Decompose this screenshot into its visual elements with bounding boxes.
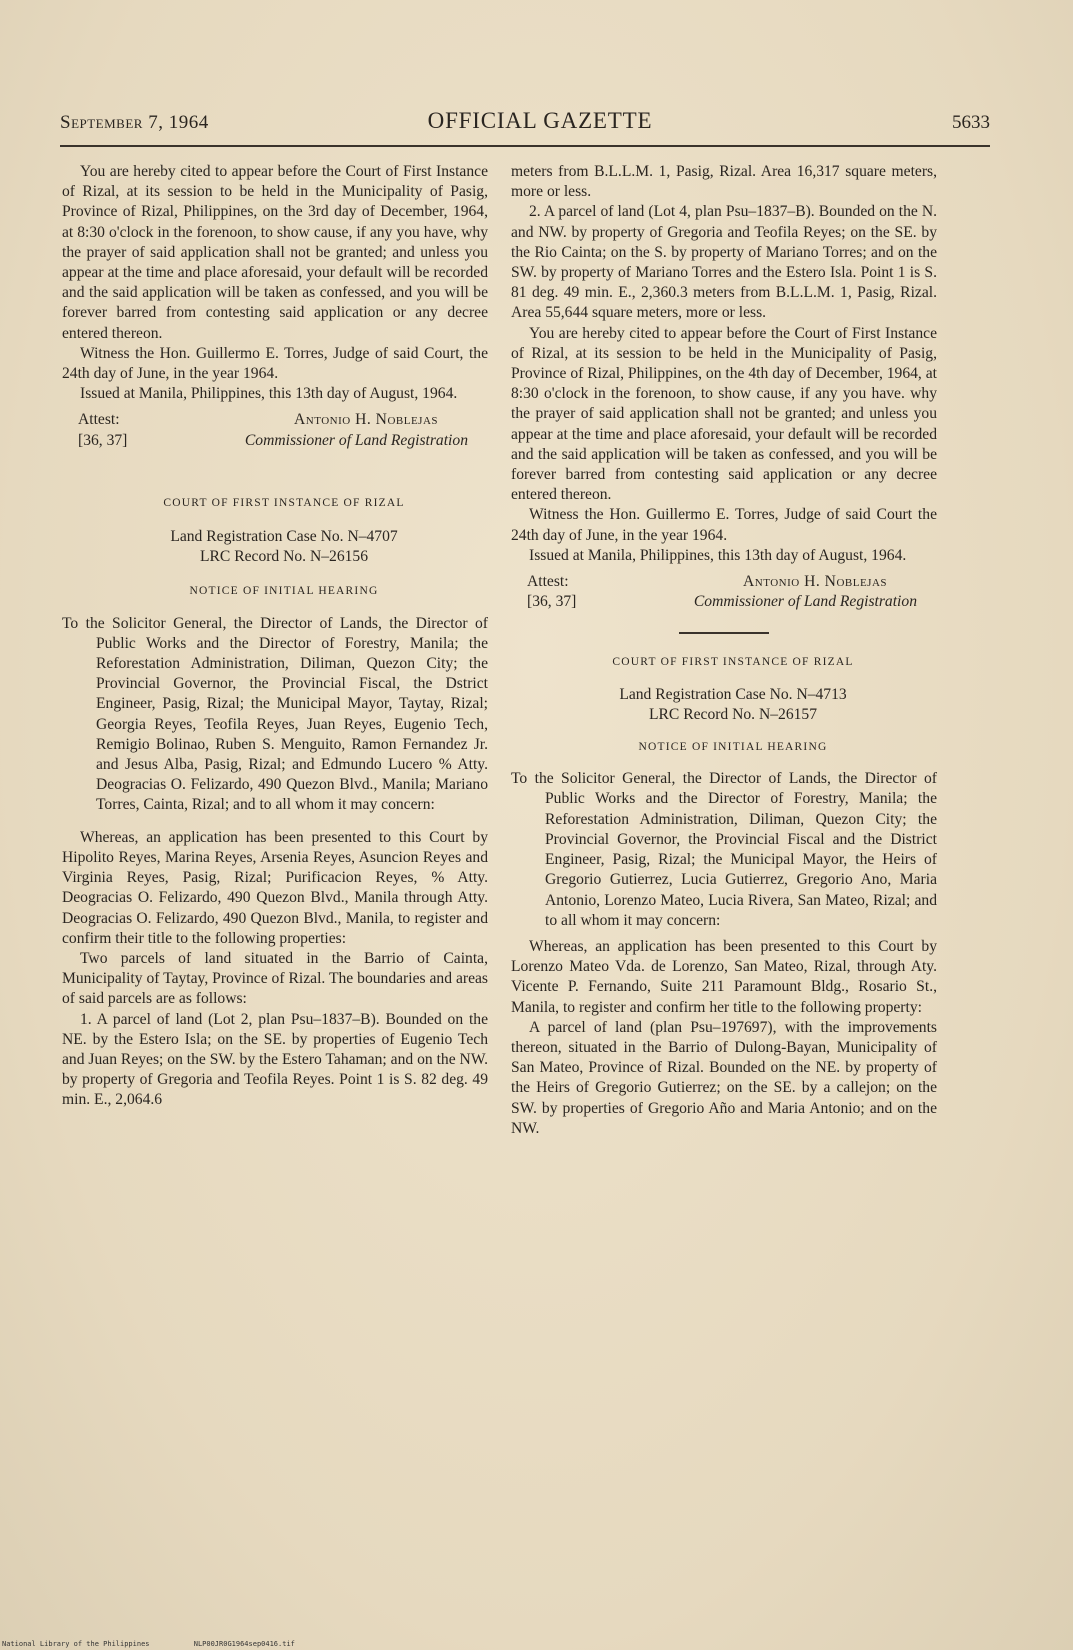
left-attest-name: Antonio H. Noblejas: [294, 411, 438, 429]
page-number: 5633: [952, 112, 990, 133]
right-para-6: Whereas, an application has been presented to this Court by Lorenzo Mateo Vda. de Lorenzo, San Mateo, Rizal, through Aty. Vicente P. Fernando, Suite 211 Paramount Bldg., Rosario St., Manila, to register and confirm her title to the following property:: [511, 937, 937, 1016]
left-column: [62, 162, 488, 1111]
left-court-heading: COURT OF FIRST INSTANCE OF RIZAL: [163, 496, 405, 509]
left-para-5: Two parcels of land situated in the Barrio of Cainta, Municipality of Taytay, Province of Rizal. The boundaries and areas of said parcels are as follows:: [62, 949, 488, 1008]
left-para-6: 1. A parcel of land (Lot 2, plan Psu–1837–B). Bounded on the NE. by the Estero Isla; on the SE. by properties of Eugenio Tech and Juan Reyes; on the SW. by the Estero Tahaman; and on the NW. by property of Gregoria and Teofila Reyes. Point 1 is S. 82 deg. 49 min. E., 2,064.6: [62, 1010, 488, 1109]
page-header: [60, 108, 990, 138]
right-column: [511, 162, 937, 1139]
right-para-4: Witness the Hon. Guillermo E. Torres, Judge of said Court the 24th day of June, in the year 1964.: [511, 506, 937, 544]
right-attest: [511, 572, 937, 592]
footer-file: NLP00JR0G1964sep0416.tif: [193, 1640, 295, 1648]
left-para-2: Witness the Hon. Guillermo E. Torres, Judge of said Court, the 24th day of June, in the year 1964.: [62, 344, 488, 383]
right-attest-row2: [511, 592, 937, 612]
right-para-1: meters from B.L.L.M. 1, Pasig, Rizal. Area 16,317 square meters, more or less.: [511, 163, 937, 201]
right-para-7: A parcel of land (plan Psu–197697), with the improvements thereon, situated in the Barrio of Dulong-Bayan, Municipality of San Mateo, Province of Rizal. Bounded on the NE. by property of the Heirs of Gregorio Gutierrez; on the SE. by a callejon; on the SW. by properties of Gregorio Año and Maria Antonio; and on the NW.: [511, 1018, 937, 1137]
right-addressees: To the Solicitor General, the Director of Lands, the Director of Public Works and the Director of Forestry, Manila; the Reforestation Administration, Diliman, Quezon City; the Provincial Governor, the Provincial Fiscal and the District Engineer, Pasig, Rizal; the Municipal Mayor, the Heirs of Gregorio Gutierrez, Lucia Gutierrez, Gregorio Ano, Maria Antonio, Lorenzo Mateo, Lucia Rivera, San Mateo, Rizal; and to all whom it may concern:: [511, 770, 937, 929]
header-title: OFFICIAL GAZETTE: [427, 108, 653, 133]
left-para-1: You are hereby cited to appear before the Court of First Instance of Rizal, at its session to be held in the Municipality of Pasig, Province of Rizal, Philippines, on the 3rd day of December, 1964, at 8:30 o'clock in the forenoon, to show cause, if any you have, why the prayer of said application shall not be granted; and unless you appear at the time and place aforesaid, your default will be recorded and the said application will be taken as confessed, and you will be forever barred from contesting said application or any decree entered thereon.: [62, 163, 488, 342]
right-notice-heading: NOTICE OF INITIAL HEARING: [638, 741, 828, 754]
left-attest-row2: [62, 431, 488, 451]
right-attest-label: Attest:: [527, 573, 569, 591]
left-case-no: Land Registration Case No. N–4707: [170, 528, 398, 546]
left-attest-ref: [36, 37]: [78, 431, 128, 449]
left-lrc-record: LRC Record No. N–26156: [199, 548, 369, 566]
right-case-no: Land Registration Case No. N–4713: [619, 685, 847, 703]
left-para-4: Whereas, an application has been presented to this Court by Hipolito Reyes, Marina Reyes, Arsenia Reyes, Asuncion Reyes and Virginia Reyes, Pasig, Rizal; Purificacion Reyes, % Atty. Deogracias O. Felizardo, 490 Quezon Blvd., Manila through Atty. Deogracias O. Felizardo, 490 Quezon Blvd., Manila, to register and confirm their title to the following properties:: [62, 828, 488, 947]
right-attest-ref: [36, 37]: [527, 593, 577, 611]
header-rule: [60, 145, 990, 147]
right-para-3: You are hereby cited to appear before the Court of First Instance of Rizal, at its session to be held in the Municipality of Pasig, Province of Rizal, Philippines, on the 4th day of December, 1964, at 8:30 o'clock in the forenoon, to show cause, if any you have. why the prayer of said application shall not be granted; and unless you appear at the time and place aforesaid, your default will be recorded and the said application will be taken as confessed, and you will be forever barred from contesting said application or any decree entered thereon.: [511, 324, 937, 504]
footer-library: National Library of the Philippines: [2, 1640, 150, 1648]
right-lrc-record: LRC Record No. N–26157: [648, 705, 818, 723]
left-attest-title: Commissioner of Land Registration: [244, 431, 468, 449]
left-para-3: Issued at Manila, Philippines, this 13th day of August, 1964.: [80, 385, 458, 403]
left-addressees: To the Solicitor General, the Director of Lands, the Director of Public Works and the Director of Forestry, Manila; the Reforestation Administration, Diliman, Quezon City; the Provincial Governor, the Provincial Fiscal, the Dstrict Engineer, Pasig, Rizal; the Municipal Mayor, Taytay, Rizal; Georgia Reyes, Teofila Reyes, Juan Reyes, Eugenio Tech, Remigio Bolinao, Ruben S. Menguito, Ramon Fernandez Jr. and Jesus Alba, Pasig, Rizal; and Edmundo Lucero % Atty. Deogracias O. Felizardo, 490 Quezon Blvd., Manila; Mariano Torres, Cainta, Rizal; and to all whom it may concern:: [62, 614, 488, 814]
right-court-heading: COURT OF FIRST INSTANCE OF RIZAL: [612, 656, 854, 669]
right-attest-name: Antonio H. Noblejas: [743, 573, 887, 591]
scan-footer: [2, 1640, 335, 1648]
header-date: September 7, 1964: [60, 112, 209, 133]
right-para-5: Issued at Manila, Philippines, this 13th day of August, 1964.: [529, 546, 907, 564]
right-attest-title: Commissioner of Land Registration: [693, 593, 917, 611]
left-attest: [62, 410, 488, 430]
left-attest-label: Attest:: [78, 411, 120, 429]
left-notice-heading: NOTICE OF INITIAL HEARING: [189, 585, 379, 598]
right-para-2: 2. A parcel of land (Lot 4, plan Psu–1837–B). Bounded on the N. and NW. by property of Gregoria and Teofila Reyes; on the SE. by the Rio Cainta; on the S. by property of Mariano Torres; and on the SW. by property of Mariano Torres and the Estero Isla. Point 1 is S. 81 deg. 49 min. E., 2,360.3 meters from B.L.L.M. 1, Pasig, Rizal. Area 55,644 square meters, more or less.: [511, 203, 937, 322]
